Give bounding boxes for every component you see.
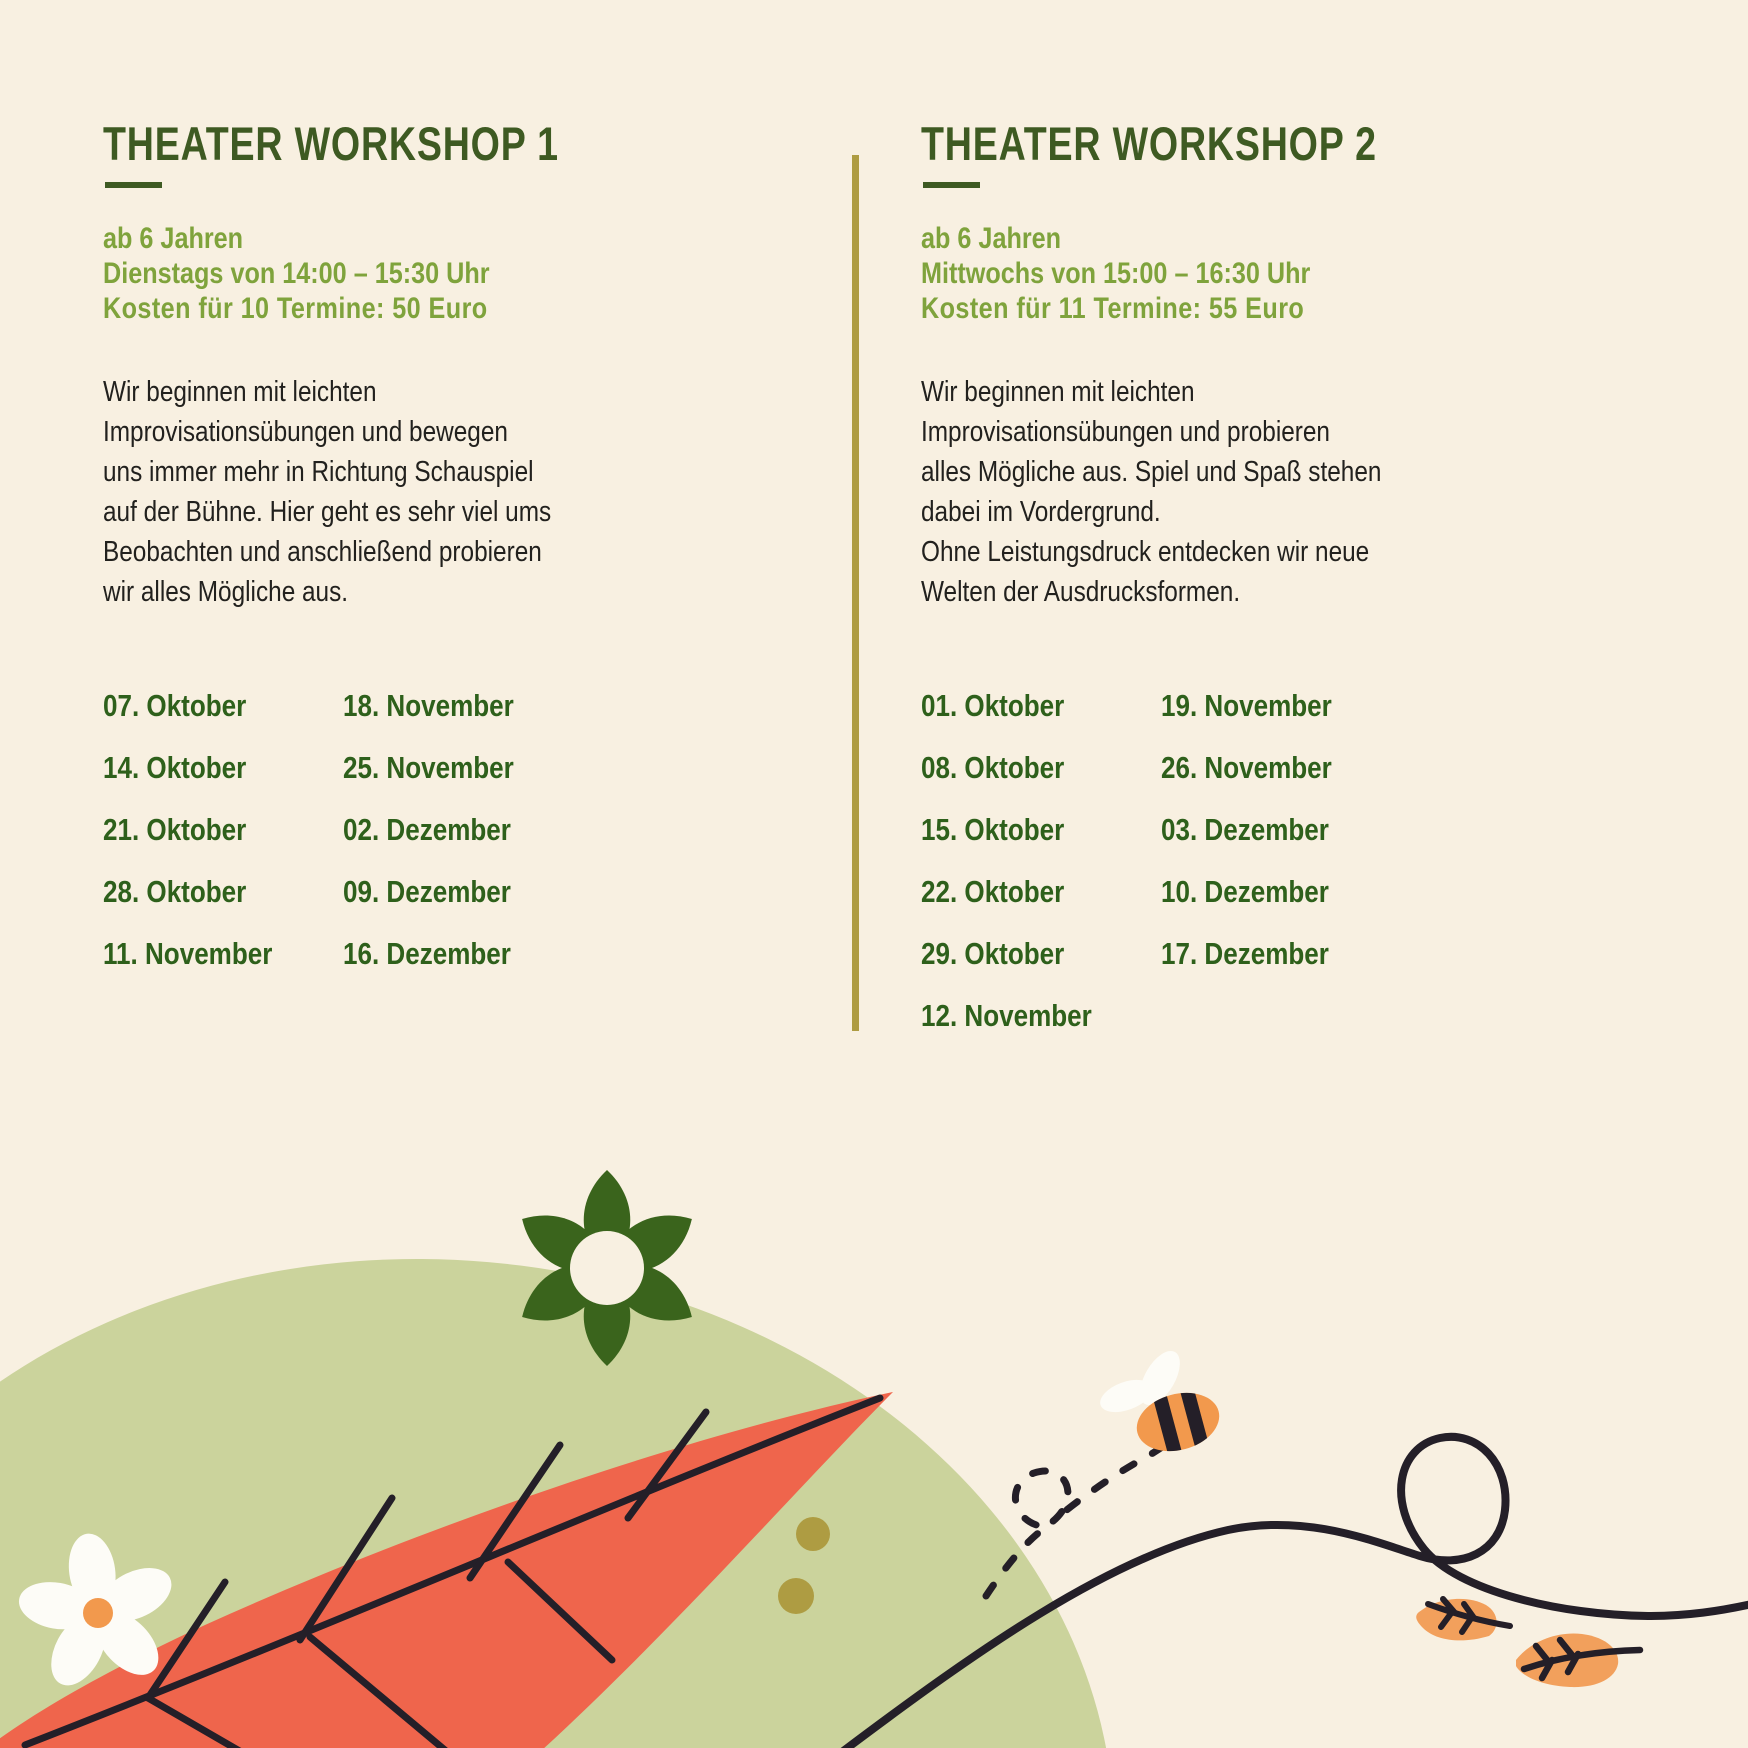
date-item: 25. November [343,750,514,785]
date-item: 15. Oktober [921,812,1065,847]
workshop2-info [921,221,1310,326]
date-item: 19. November [1161,688,1332,723]
date-item: 08. Oktober [921,750,1065,785]
workshop1-age: ab 6 Jahren [103,222,244,255]
workshop2-description [921,372,1381,612]
workshop1-title: THEATER WORKSHOP 1 [103,117,559,170]
workshop1-cost: Kosten für 10 Termine: 50 Euro [103,292,488,325]
description-line: uns immer mehr in Richtung Schauspiel [103,456,534,488]
date-item: 01. Oktober [921,688,1065,723]
workshop2-dates-column-1 [921,690,1092,1062]
description-line: Improvisationsübungen und probieren [921,416,1330,448]
date-item: 17. Dezember [1161,936,1329,971]
description-line: auf der Bühne. Hier geht es sehr viel ums [103,496,552,528]
date-item: 26. November [1161,750,1332,785]
workshop1-dates-column-2 [343,690,514,1000]
workshop2-section [921,0,1641,1120]
date-item: 11. November [103,936,273,971]
date-item: 18. November [343,688,514,723]
date-item: 16. Dezember [343,936,511,971]
workshop2-age: ab 6 Jahren [921,222,1062,255]
date-item: 12. November [921,998,1092,1033]
description-line: wir alles Mögliche aus. [103,576,349,608]
bee-icon [1096,1345,1228,1466]
workshop1-time: Dienstags von 14:00 – 15:30 Uhr [103,257,490,290]
column-divider [852,155,859,1031]
date-item: 22. Oktober [921,874,1065,909]
workshop1-dates-column-1 [103,690,272,1000]
workshop2-dates-column-2 [1161,690,1332,1000]
description-line: Improvisationsübungen und bewegen [103,416,508,448]
description-line: Welten der Ausdrucksformen. [921,576,1241,608]
description-line: Beobachten und anschließend probieren [103,536,542,568]
description-line: dabei im Vordergrund. [921,496,1161,528]
description-line: Wir beginnen mit leichten [921,376,1195,408]
date-item: 21. Oktober [103,812,247,847]
workshop1-section [103,0,823,1120]
date-item: 14. Oktober [103,750,247,785]
workshop2-title: THEATER WORKSHOP 2 [921,117,1377,170]
workshop2-time: Mittwochs von 15:00 – 16:30 Uhr [921,257,1311,290]
date-item: 02. Dezember [343,812,511,847]
description-line: Wir beginnen mit leichten [103,376,377,408]
workshop1-description [103,372,551,612]
date-item: 28. Oktober [103,874,247,909]
workshop1-info [103,221,490,326]
description-line: alles Mögliche aus. Spiel und Spaß stehen [921,456,1382,488]
date-item: 07. Oktober [103,688,247,723]
workshop1-title-underline [105,182,162,188]
workshop2-cost: Kosten für 11 Termine: 55 Euro [921,292,1305,325]
date-item: 10. Dezember [1161,874,1329,909]
date-item: 29. Oktober [921,936,1065,971]
date-item: 03. Dezember [1161,812,1329,847]
workshop2-title-underline [923,182,980,188]
description-line: Ohne Leistungsdruck entdecken wir neue [921,536,1370,568]
date-item: 09. Dezember [343,874,511,909]
